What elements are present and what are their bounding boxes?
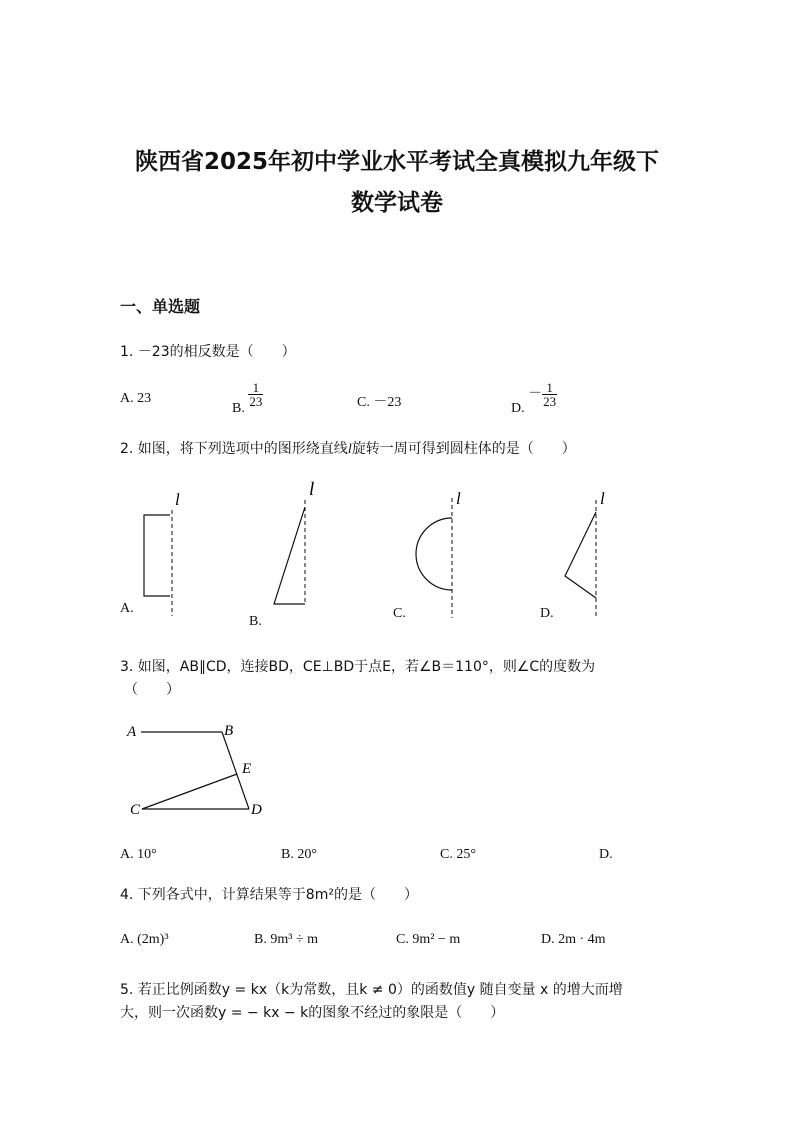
q2-figure-d — [565, 489, 605, 618]
q1-d-numerator: 1 — [542, 381, 557, 395]
q3-option-d: D. — [599, 847, 613, 862]
q2-d-triangle — [565, 512, 596, 598]
q1-d-denominator: 23 — [543, 394, 557, 409]
question-3-stem-line1: 3. 如图，AB∥CD，连接BD，CE⊥BD于点E，若∠B＝110°，则∠C的度数为 — [120, 659, 596, 675]
exam-title-line2: 数学试卷 — [351, 190, 443, 216]
q3-option-a: A. 10° — [120, 847, 157, 862]
q4-option-b: B. 9m³ ÷ m — [254, 932, 318, 947]
q2-stem-part2: 旋转一周可得到圆柱体的是（ ） — [351, 441, 576, 457]
q1-b-numerator: 1 — [248, 381, 263, 395]
q2-option-b: B. — [249, 614, 262, 629]
q1-option-d-fraction — [542, 381, 557, 408]
q1-d-sign: － — [528, 386, 543, 402]
q4-option-a: A. (2m)³ — [120, 932, 169, 947]
q1-b-denominator: 23 — [249, 394, 263, 409]
q1-option-d-label: D. — [511, 400, 525, 416]
q3-option-c: C. 25° — [440, 847, 476, 862]
q2-a-axis-label: l — [175, 490, 180, 509]
q1-option-b-fraction — [248, 381, 263, 408]
q1-option-b — [232, 380, 263, 416]
q2-figure-c — [416, 489, 461, 618]
q3-label-b: B — [224, 723, 234, 739]
q3-segment-ce — [142, 774, 237, 809]
section-heading-single-choice: 一、单选题 — [120, 297, 201, 316]
q3-label-a: A — [127, 724, 137, 740]
q2-c-axis-label: l — [456, 489, 461, 508]
q2-stem-part1: 2. 如图，将下列选项中的图形绕直线 — [120, 441, 348, 457]
question-5-stem-line1: 5. 若正比例函数y = kx（k为常数，且k ≠ 0）的函数值y 随自变量 x 的增大而增 — [120, 982, 623, 998]
q1-option-d — [511, 380, 557, 416]
q3-option-b: B. 20° — [281, 847, 317, 862]
q2-b-axis-label: l — [309, 479, 315, 500]
q3-label-e: E — [242, 761, 252, 777]
q2-stem-line-l: l — [347, 442, 352, 457]
question-4-stem: 4. 下列各式中，计算结果等于8m²的是（ ） — [120, 887, 418, 903]
q3-label-d: D — [251, 802, 262, 818]
q3-figure — [0, 716, 794, 826]
question-2-stem — [120, 438, 576, 458]
q2-c-semicircle — [416, 518, 452, 590]
q2-option-c: C. — [393, 606, 406, 621]
q2-figure-a — [144, 490, 180, 616]
q4-option-d: D. 2m · 4m — [541, 932, 606, 947]
q1-option-c: C. －23 — [357, 395, 402, 410]
q2-b-triangle — [274, 507, 305, 604]
q2-option-d: D. — [540, 606, 554, 621]
question-1-stem: 1. －23的相反数是（ ） — [120, 344, 296, 360]
q2-d-axis-label: l — [600, 489, 605, 508]
question-5-stem-line2: 大，则一次函数y = − kx − k的图象不经过的象限是（ ） — [120, 1005, 505, 1021]
q4-option-c: C. 9m² − m — [396, 932, 461, 947]
q2-option-a: A. — [120, 601, 134, 616]
q1-option-a: A. 23 — [120, 391, 152, 406]
q2-figure-b — [274, 479, 314, 604]
question-3-stem-line2: （ ） — [124, 682, 180, 698]
q1-option-b-label: B. — [232, 400, 245, 416]
exam-title-line1: 陕西省2025年初中学业水平考试全真模拟九年级下 — [134, 149, 659, 175]
q2-a-rectangle — [144, 515, 170, 596]
q3-label-c: C — [130, 802, 141, 818]
